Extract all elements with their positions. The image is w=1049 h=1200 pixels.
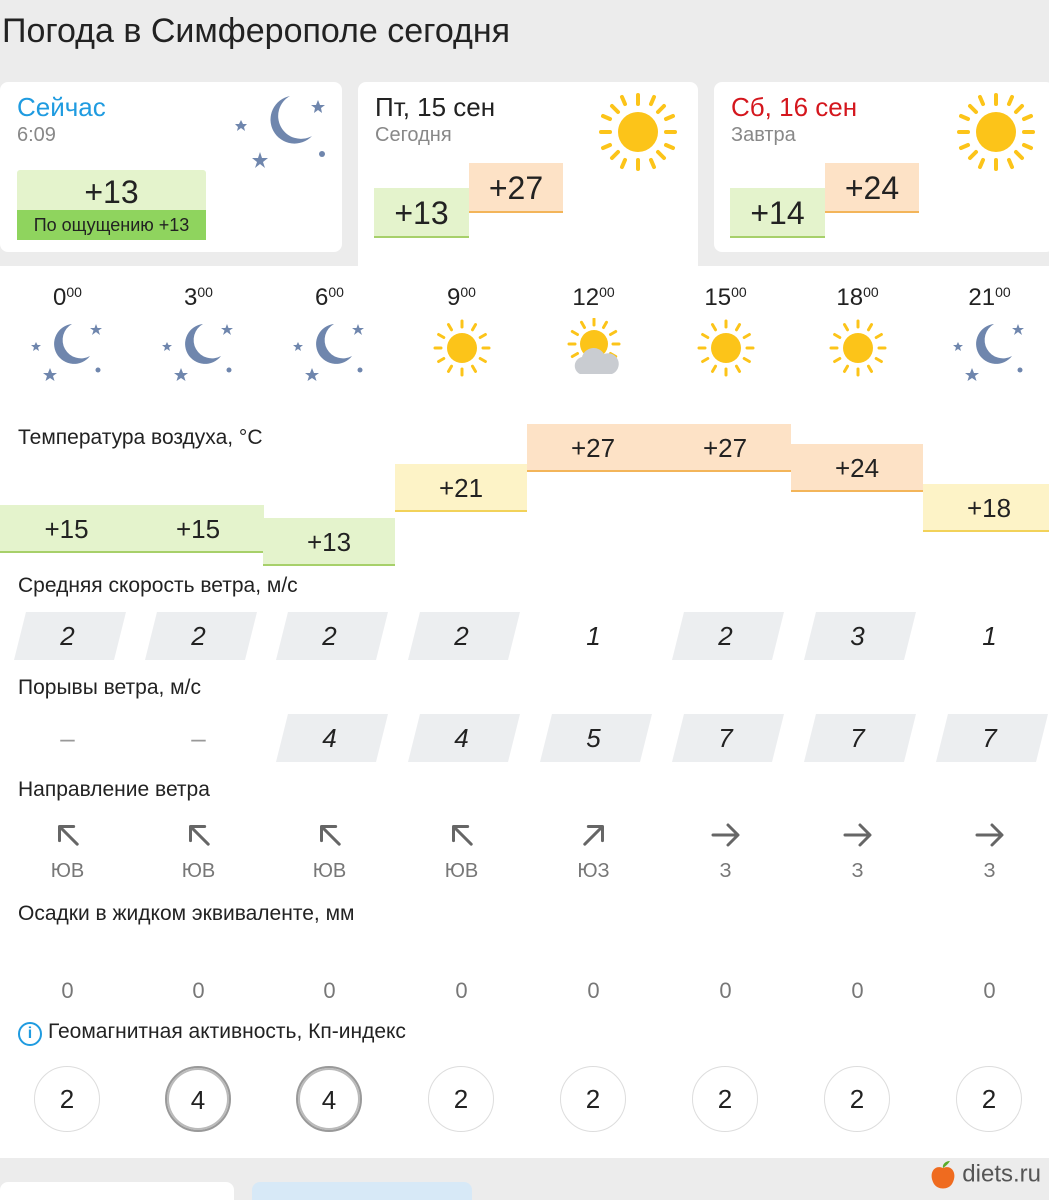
direction-cell (792, 818, 923, 883)
hour-label: $6^{00}$ (315, 284, 344, 311)
direction-label: З (851, 860, 864, 882)
now-temp: +13 (84, 174, 139, 210)
now-temp-box (17, 170, 206, 240)
direction-label: ЮВ (444, 860, 479, 882)
tomorrow-title: Сб, 16 сен (731, 92, 858, 122)
kp-index-value: 2 (824, 1066, 890, 1132)
kp-index-value: 2 (956, 1066, 1022, 1132)
sun-icon (792, 318, 923, 388)
temp-section-label: Температура воздуха, °C (18, 426, 263, 449)
tomorrow-sub: Завтра (731, 124, 796, 146)
temp-step: +15 (132, 505, 264, 553)
temp-step: +21 (395, 464, 527, 512)
moon-stars-icon (133, 318, 264, 388)
temp-step: +24 (791, 444, 923, 492)
wind-value: 2 (133, 612, 264, 660)
tomorrow-max-temp: +24 (825, 163, 919, 213)
wind-value: 7 (660, 714, 791, 762)
direction-label: ЮВ (50, 860, 85, 882)
precip-value: 0 (719, 978, 732, 1003)
precip-value: 0 (455, 978, 468, 1003)
kp-index-value: 2 (692, 1066, 758, 1132)
temp-step: +15 (0, 505, 133, 553)
sun-icon (396, 318, 527, 388)
hours-row (0, 284, 1049, 314)
wind-value: – (191, 723, 206, 753)
arrow-icon (305, 811, 353, 859)
arrow-icon (437, 811, 485, 859)
gusts-section-label: Порывы ветра, м/с (18, 676, 201, 699)
precip-value: 0 (587, 978, 600, 1003)
sun-icon (598, 92, 678, 177)
wind-value: 4 (264, 714, 395, 762)
direction-label: З (983, 860, 996, 882)
hour-label: $21^{00}$ (968, 284, 1011, 311)
today-max-temp: +27 (469, 163, 563, 213)
precip-value: 0 (192, 978, 205, 1003)
direction-label: ЮЗ (577, 860, 610, 882)
direction-label: ЮВ (312, 860, 347, 882)
direction-cell (133, 818, 264, 883)
moon-stars-icon (230, 92, 330, 177)
hour-label: $18^{00}$ (836, 284, 879, 311)
wind-value: 1 (982, 621, 997, 651)
hour-label: $0^{00}$ (53, 284, 82, 311)
arrow-icon (43, 811, 91, 859)
direction-cell (2, 818, 133, 883)
direction-cell (264, 818, 395, 883)
arrow-icon (569, 811, 617, 859)
wind-value: – (60, 723, 75, 753)
today-min-temp: +13 (374, 188, 469, 238)
temp-step: +27 (659, 424, 791, 472)
wind-value: 7 (924, 714, 1049, 762)
kp-index-value: 2 (560, 1066, 626, 1132)
direction-label: З (719, 860, 732, 882)
moon-stars-icon (264, 318, 395, 388)
now-time: 6:09 (17, 124, 56, 146)
today-card[interactable] (358, 82, 698, 268)
arrow-icon (973, 818, 1007, 852)
direction-cell (528, 818, 659, 883)
kp-index-value: 2 (428, 1066, 494, 1132)
direction-cell (660, 818, 791, 883)
bottom-tab-middle[interactable] (252, 1182, 472, 1200)
wind-value: 5 (528, 714, 659, 762)
arrow-icon (709, 818, 743, 852)
arrow-icon (174, 811, 222, 859)
temp-step: +13 (263, 518, 395, 566)
today-title: Пт, 15 сен (375, 92, 496, 122)
wind-value: 7 (792, 714, 923, 762)
wind-value: 2 (264, 612, 395, 660)
tomorrow-min-temp: +14 (730, 188, 825, 238)
hour-label: $12^{00}$ (572, 284, 615, 311)
now-title: Сейчас (17, 92, 106, 122)
precip-section-label: Осадки в жидком эквиваленте, мм (18, 902, 355, 925)
wind-value: 2 (660, 612, 791, 660)
wind-section-label: Средняя скорость ветра, м/с (18, 574, 298, 597)
hour-label: $9^{00}$ (447, 284, 476, 311)
geo-section-label: Геомагнитная активность, Кп-индекс (48, 1020, 406, 1043)
sun-cloud-icon (528, 318, 659, 388)
info-icon[interactable]: i (18, 1022, 42, 1046)
peach-icon (930, 1160, 956, 1190)
wind-value: 4 (396, 714, 527, 762)
direction-cell (396, 818, 527, 883)
arrow-icon (841, 818, 875, 852)
hour-label: $15^{00}$ (704, 284, 747, 311)
precip-value: 0 (851, 978, 864, 1003)
bottom-tab-left[interactable] (0, 1182, 234, 1200)
direction-label: ЮВ (181, 860, 216, 882)
direction-section-label: Направление ветра (18, 778, 210, 801)
sun-icon (956, 92, 1036, 177)
feels-like: По ощущению +13 (17, 210, 206, 240)
moon-stars-icon (924, 318, 1049, 388)
hourly-panel (0, 266, 1049, 1158)
current-weather-card[interactable] (0, 82, 342, 252)
temp-step: +18 (923, 484, 1049, 532)
precip-value: 0 (983, 978, 996, 1003)
precip-value: 0 (323, 978, 336, 1003)
page-title: Погода в Симферополе сегодня (2, 12, 511, 50)
kp-index-value: 4 (296, 1066, 362, 1132)
wind-value: 2 (2, 612, 133, 660)
hour-label: $3^{00}$ (184, 284, 213, 311)
direction-cell (924, 818, 1049, 883)
temp-step: +27 (527, 424, 659, 472)
kp-index-value: 4 (165, 1066, 231, 1132)
precip-value: 0 (61, 978, 74, 1003)
wind-value: 2 (396, 612, 527, 660)
watermark: diets.ru (930, 1160, 1041, 1190)
kp-index-value: 2 (34, 1066, 100, 1132)
wind-value: 3 (792, 612, 923, 660)
today-sub: Сегодня (375, 124, 452, 146)
sun-icon (660, 318, 791, 388)
wind-value: 1 (586, 621, 601, 651)
tomorrow-card[interactable] (714, 82, 1049, 252)
moon-stars-icon (2, 318, 133, 388)
